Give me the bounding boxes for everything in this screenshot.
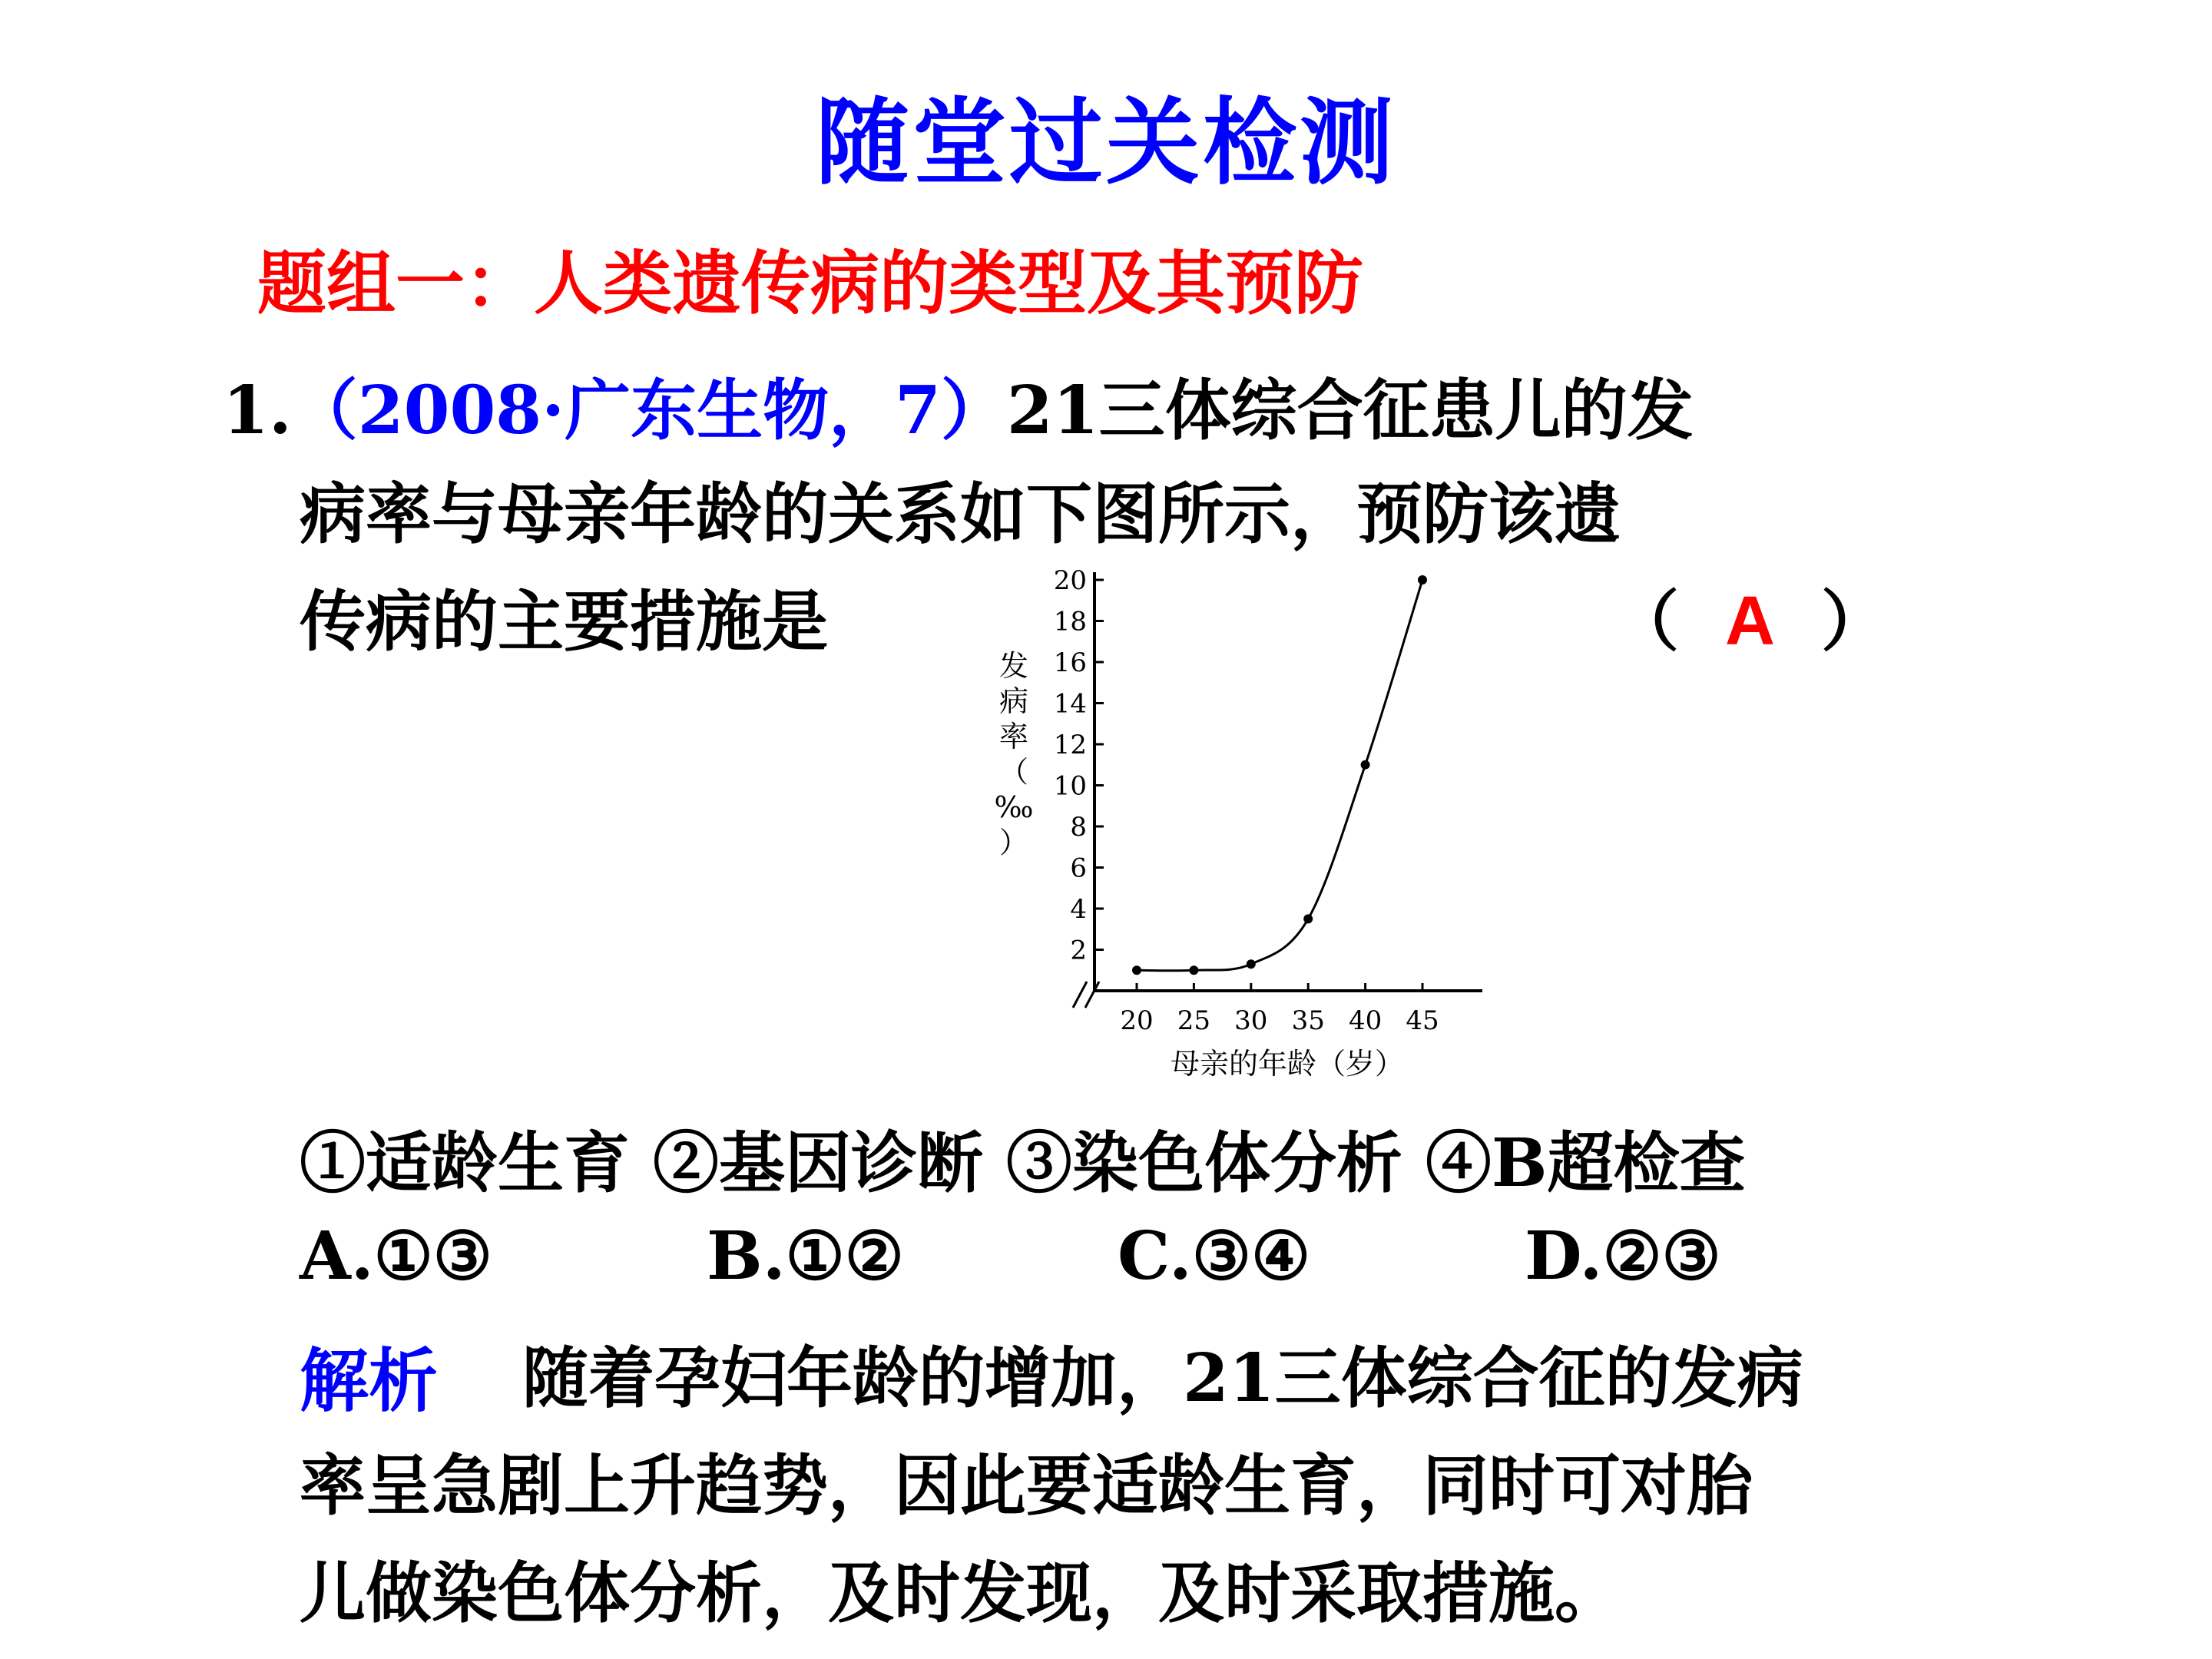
incidence-curve — [1137, 580, 1422, 971]
x-tick-label: 20 — [1120, 1005, 1154, 1036]
x-axis-label: 母亲的年龄（岁） — [1170, 1047, 1405, 1081]
options-line: ①适龄生育 ②基因诊断 ③染色体分析 ④B超检查 — [300, 1124, 1746, 1202]
y-axis-label-char: 发 — [998, 649, 1029, 683]
explanation-line-3: 儿做染色体分析，及时发现，及时采取措施。 — [300, 1555, 1621, 1632]
question-number: 1. — [223, 372, 292, 449]
y-tick-label: 12 — [1053, 730, 1087, 760]
explanation-line-2: 率呈急剧上升趋势，因此要适龄生育，同时可对胎 — [300, 1447, 1753, 1525]
data-point — [1361, 760, 1370, 770]
choice-c[interactable]: C.③④ — [1118, 1217, 1311, 1295]
y-tick-label: 18 — [1053, 606, 1087, 637]
x-tick-label: 45 — [1406, 1005, 1439, 1036]
section-subtitle: 题组一：人类遗传病的类型及其预防 — [257, 243, 1363, 324]
paren-close: ） — [1821, 583, 1887, 661]
incidence-chart — [991, 557, 1505, 1087]
y-axis-label-char: ） — [998, 826, 1029, 859]
y-axis-label-char: 率 — [998, 720, 1029, 753]
data-point — [1303, 914, 1313, 923]
choice-b[interactable]: B.①② — [707, 1217, 904, 1295]
y-axis-label-char: ‰ — [994, 790, 1034, 824]
y-tick-label: 8 — [1070, 812, 1087, 843]
x-tick-label: 40 — [1348, 1005, 1382, 1036]
y-tick-label: 4 — [1070, 894, 1087, 925]
y-tick-label: 16 — [1053, 647, 1087, 678]
question-text-1: 21三体综合征患儿的发 — [1006, 372, 1694, 449]
question-line-1 — [223, 357, 1694, 452]
question-line-2: 病率与母亲年龄的关系如下图所示，预防该遗 — [300, 475, 1621, 553]
y-tick-label: 14 — [1053, 688, 1087, 720]
question-source: （2008·广东生物，7） — [291, 372, 1007, 449]
y-axis-label-char: （ — [998, 755, 1029, 789]
x-tick-label: 25 — [1177, 1005, 1211, 1036]
explanation-label: 解析 — [300, 1343, 438, 1420]
choice-a[interactable]: A.①③ — [300, 1217, 492, 1295]
axis-break-mark — [1073, 982, 1087, 1008]
data-point — [1247, 959, 1256, 969]
y-tick-label: 6 — [1070, 853, 1087, 884]
answer-letter: A — [1725, 583, 1775, 660]
y-tick-label: 2 — [1070, 935, 1087, 966]
answer-bracket — [1613, 568, 1887, 664]
y-tick-label: 10 — [1053, 770, 1087, 802]
data-point — [1189, 965, 1198, 975]
question-line-3: 传病的主要措施是 — [300, 583, 828, 661]
choice-d[interactable]: D.②③ — [1525, 1217, 1721, 1295]
paren-open: （ — [1613, 583, 1679, 661]
page-title: 随堂过关检测 — [816, 87, 1396, 197]
y-tick-label: 20 — [1053, 565, 1087, 596]
explanation-line-1: 随着孕妇年龄的增加，21三体综合征的发病 — [522, 1339, 1803, 1417]
y-axis-label-char: 病 — [998, 684, 1029, 718]
data-point — [1132, 965, 1141, 975]
axis-break-mark — [1085, 982, 1099, 1008]
data-point — [1418, 575, 1427, 584]
x-tick-label: 30 — [1234, 1005, 1268, 1036]
x-tick-label: 35 — [1291, 1005, 1325, 1036]
